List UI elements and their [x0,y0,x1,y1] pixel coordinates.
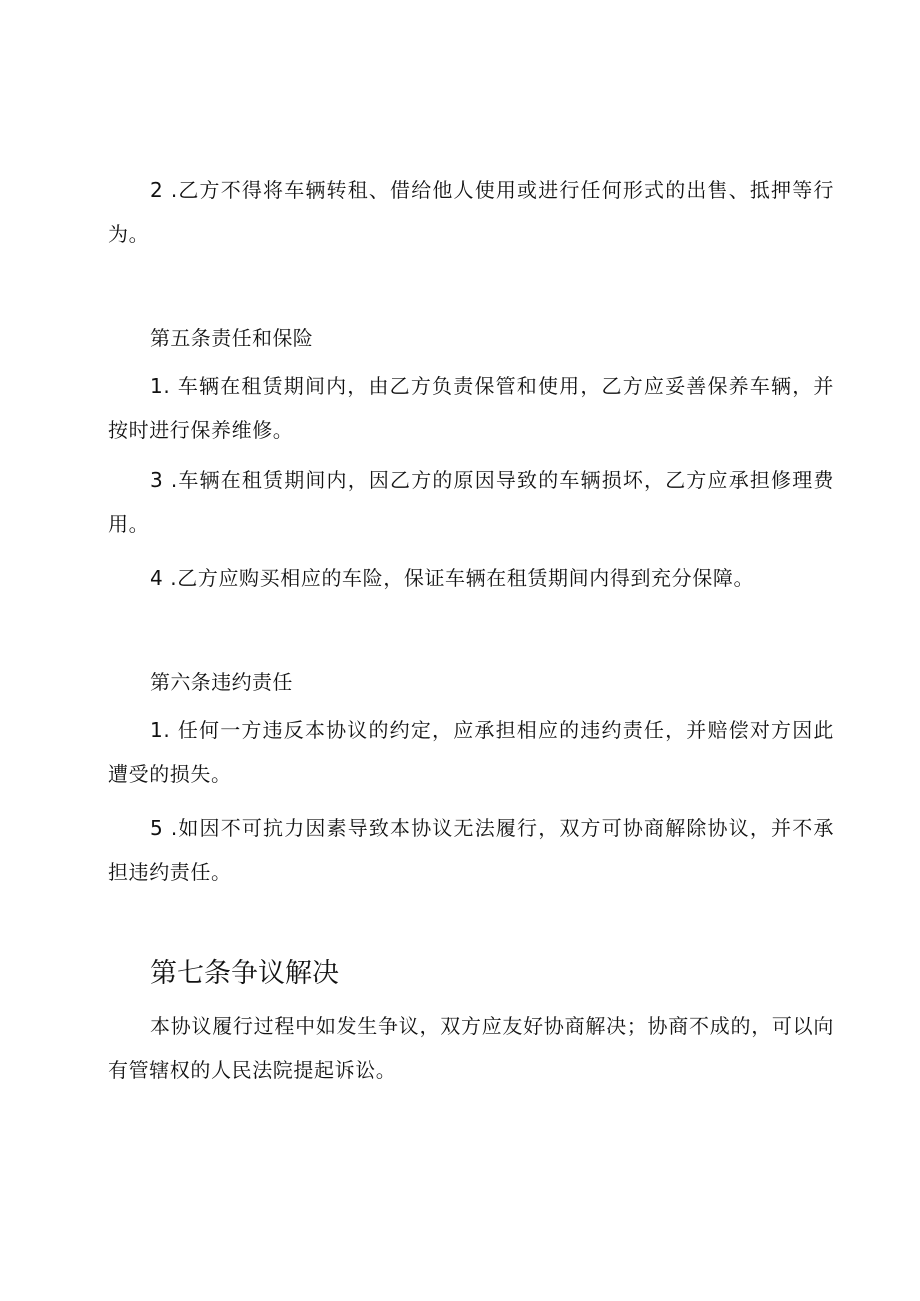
clause-5-item-1: 1. 车辆在租赁期间内，由乙方负责保管和使用，乙方应妥善保养车辆，并按时进行保养维修。 [108,374,834,442]
clause-5-item-4: 4 .乙方应购买相应的车险，保证车辆在租赁期间内得到充分保障。 [150,566,755,590]
clause-6-title: 第六条违约责任 [150,670,293,694]
clause-4-item-2: 2 .乙方不得将车辆转租、借给他人使用或进行任何形式的出售、抵押等行为。 [108,178,834,246]
clause-5-title: 第五条责任和保险 [150,326,314,350]
clause-6-item-1: 1. 任何一方违反本协议的约定，应承担相应的违约责任，并赔偿对方因此遭受的损失。 [108,718,834,786]
clause-7-title: 第七条争议解决 [150,958,339,989]
clause-6-item-5: 5 .如因不可抗力因素导致本协议无法履行，双方可协商解除协议，并不承担违约责任。 [108,816,834,884]
clause-7-body: 本协议履行过程中如发生争议，双方应友好协商解决；协商不成的，可以向有管辖权的人民法院提起诉讼。 [108,1014,834,1082]
clause-5-item-3: 3 .车辆在租赁期间内，因乙方的原因导致的车辆损坏，乙方应承担修理费用。 [108,468,834,536]
